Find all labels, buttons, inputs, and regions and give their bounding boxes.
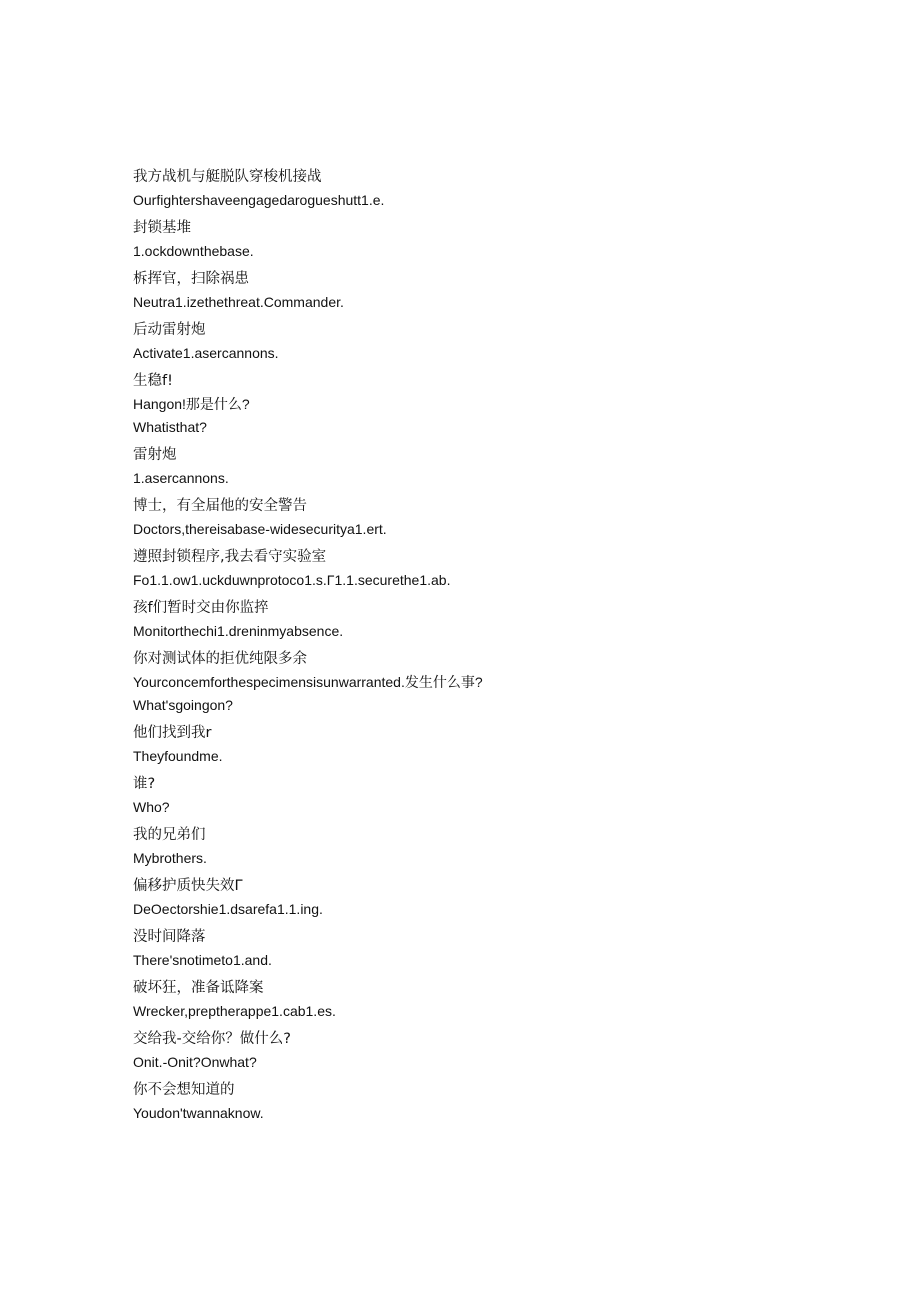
subtitle-list xyxy=(133,166,833,1130)
subtitle-entry xyxy=(133,648,833,717)
english-subtitle-line: Ourfightershaveengagedarogueshutt1.e. xyxy=(133,192,385,208)
subtitle-entry xyxy=(133,597,833,643)
english-subtitle-line: Wrecker,preptherappe1.cab1.es. xyxy=(133,1003,336,1019)
subtitle-entry xyxy=(133,773,833,819)
english-subtitle-line: Theyfoundme. xyxy=(133,748,223,764)
english-subtitle-line: Onit.-Onit?Onwhat? xyxy=(133,1054,257,1070)
subtitle-entry xyxy=(133,926,833,972)
subtitle-entry xyxy=(133,977,833,1023)
chinese-subtitle-line: 柝挥官，扫除祸患 xyxy=(133,271,249,287)
chinese-subtitle-line: 生稳f! xyxy=(133,373,173,389)
chinese-subtitle-line: 谁? xyxy=(133,776,156,792)
english-subtitle-line: Who? xyxy=(133,799,170,815)
chinese-subtitle-line: 他们找到我r xyxy=(133,725,212,741)
chinese-subtitle-line: 交给我-交给你？做什么? xyxy=(133,1031,291,1047)
subtitle-entry xyxy=(133,1079,833,1125)
english-subtitle-line: There'snotimeto1.and. xyxy=(133,952,272,968)
subtitle-entry xyxy=(133,875,833,921)
subtitle-entry xyxy=(133,217,833,263)
english-subtitle-line: Whatisthat? xyxy=(133,419,207,435)
chinese-subtitle-line: 破坏狂，准备诋降案 xyxy=(133,980,264,996)
english-subtitle-line: Doctors,thereisabase-widesecuritya1.ert. xyxy=(133,521,387,537)
subtitle-entry xyxy=(133,268,833,314)
chinese-subtitle-line: 后动雷射炮 xyxy=(133,322,206,338)
english-subtitle-line: Hangon!那是什么? xyxy=(133,396,250,412)
subtitle-entry xyxy=(133,546,833,592)
english-subtitle-line: Yourconcemforthespecimensisunwarranted.发生什么事? xyxy=(133,674,483,690)
chinese-subtitle-line: 你不会想知道的 xyxy=(133,1082,235,1098)
chinese-subtitle-line: 我的兄弟们 xyxy=(133,827,206,843)
subtitle-entry xyxy=(133,370,833,439)
english-subtitle-line: Mybrothers. xyxy=(133,850,207,866)
subtitle-entry xyxy=(133,444,833,490)
chinese-subtitle-line: 博士，有全届他的安全警告 xyxy=(133,498,307,514)
chinese-subtitle-line: 没时间降落 xyxy=(133,929,206,945)
subtitle-entry xyxy=(133,722,833,768)
chinese-subtitle-line: 我方战机与艇脱队穿梭机接战 xyxy=(133,169,322,185)
chinese-subtitle-line: 雷射炮 xyxy=(133,447,177,463)
english-subtitle-line: 1.asercannons. xyxy=(133,470,229,486)
subtitle-entry xyxy=(133,166,833,212)
chinese-subtitle-line: 你对测试体的拒优纯限多余 xyxy=(133,651,307,667)
english-subtitle-line: 1.ockdownthebase. xyxy=(133,243,254,259)
chinese-subtitle-line: 遵照封锁程序,我去看守实验室 xyxy=(133,549,327,565)
subtitle-entry xyxy=(133,1028,833,1074)
subtitle-entry xyxy=(133,495,833,541)
english-subtitle-line: Activate1.asercannons. xyxy=(133,345,279,361)
chinese-subtitle-line: 封锁基堆 xyxy=(133,220,191,236)
chinese-subtitle-line: 孩f们暂时交由你监捽 xyxy=(133,600,269,616)
english-subtitle-line: What'sgoingon? xyxy=(133,697,233,713)
english-subtitle-line: Monitorthechi1.dreninmyabsence. xyxy=(133,623,344,639)
english-subtitle-line: Youdon'twannaknow. xyxy=(133,1105,264,1121)
english-subtitle-line: Neutra1.izethethreat.Commander. xyxy=(133,294,344,310)
subtitle-entry xyxy=(133,319,833,365)
subtitle-entry xyxy=(133,824,833,870)
english-subtitle-line: Fo1.1.ow1.uckduwnprotoco1.s.Γ1.1.securethe1.ab. xyxy=(133,572,451,588)
chinese-subtitle-line: 偏移护质快失效Γ xyxy=(133,878,243,894)
english-subtitle-line: DeOectorshie1.dsarefa1.1.ing. xyxy=(133,901,323,917)
